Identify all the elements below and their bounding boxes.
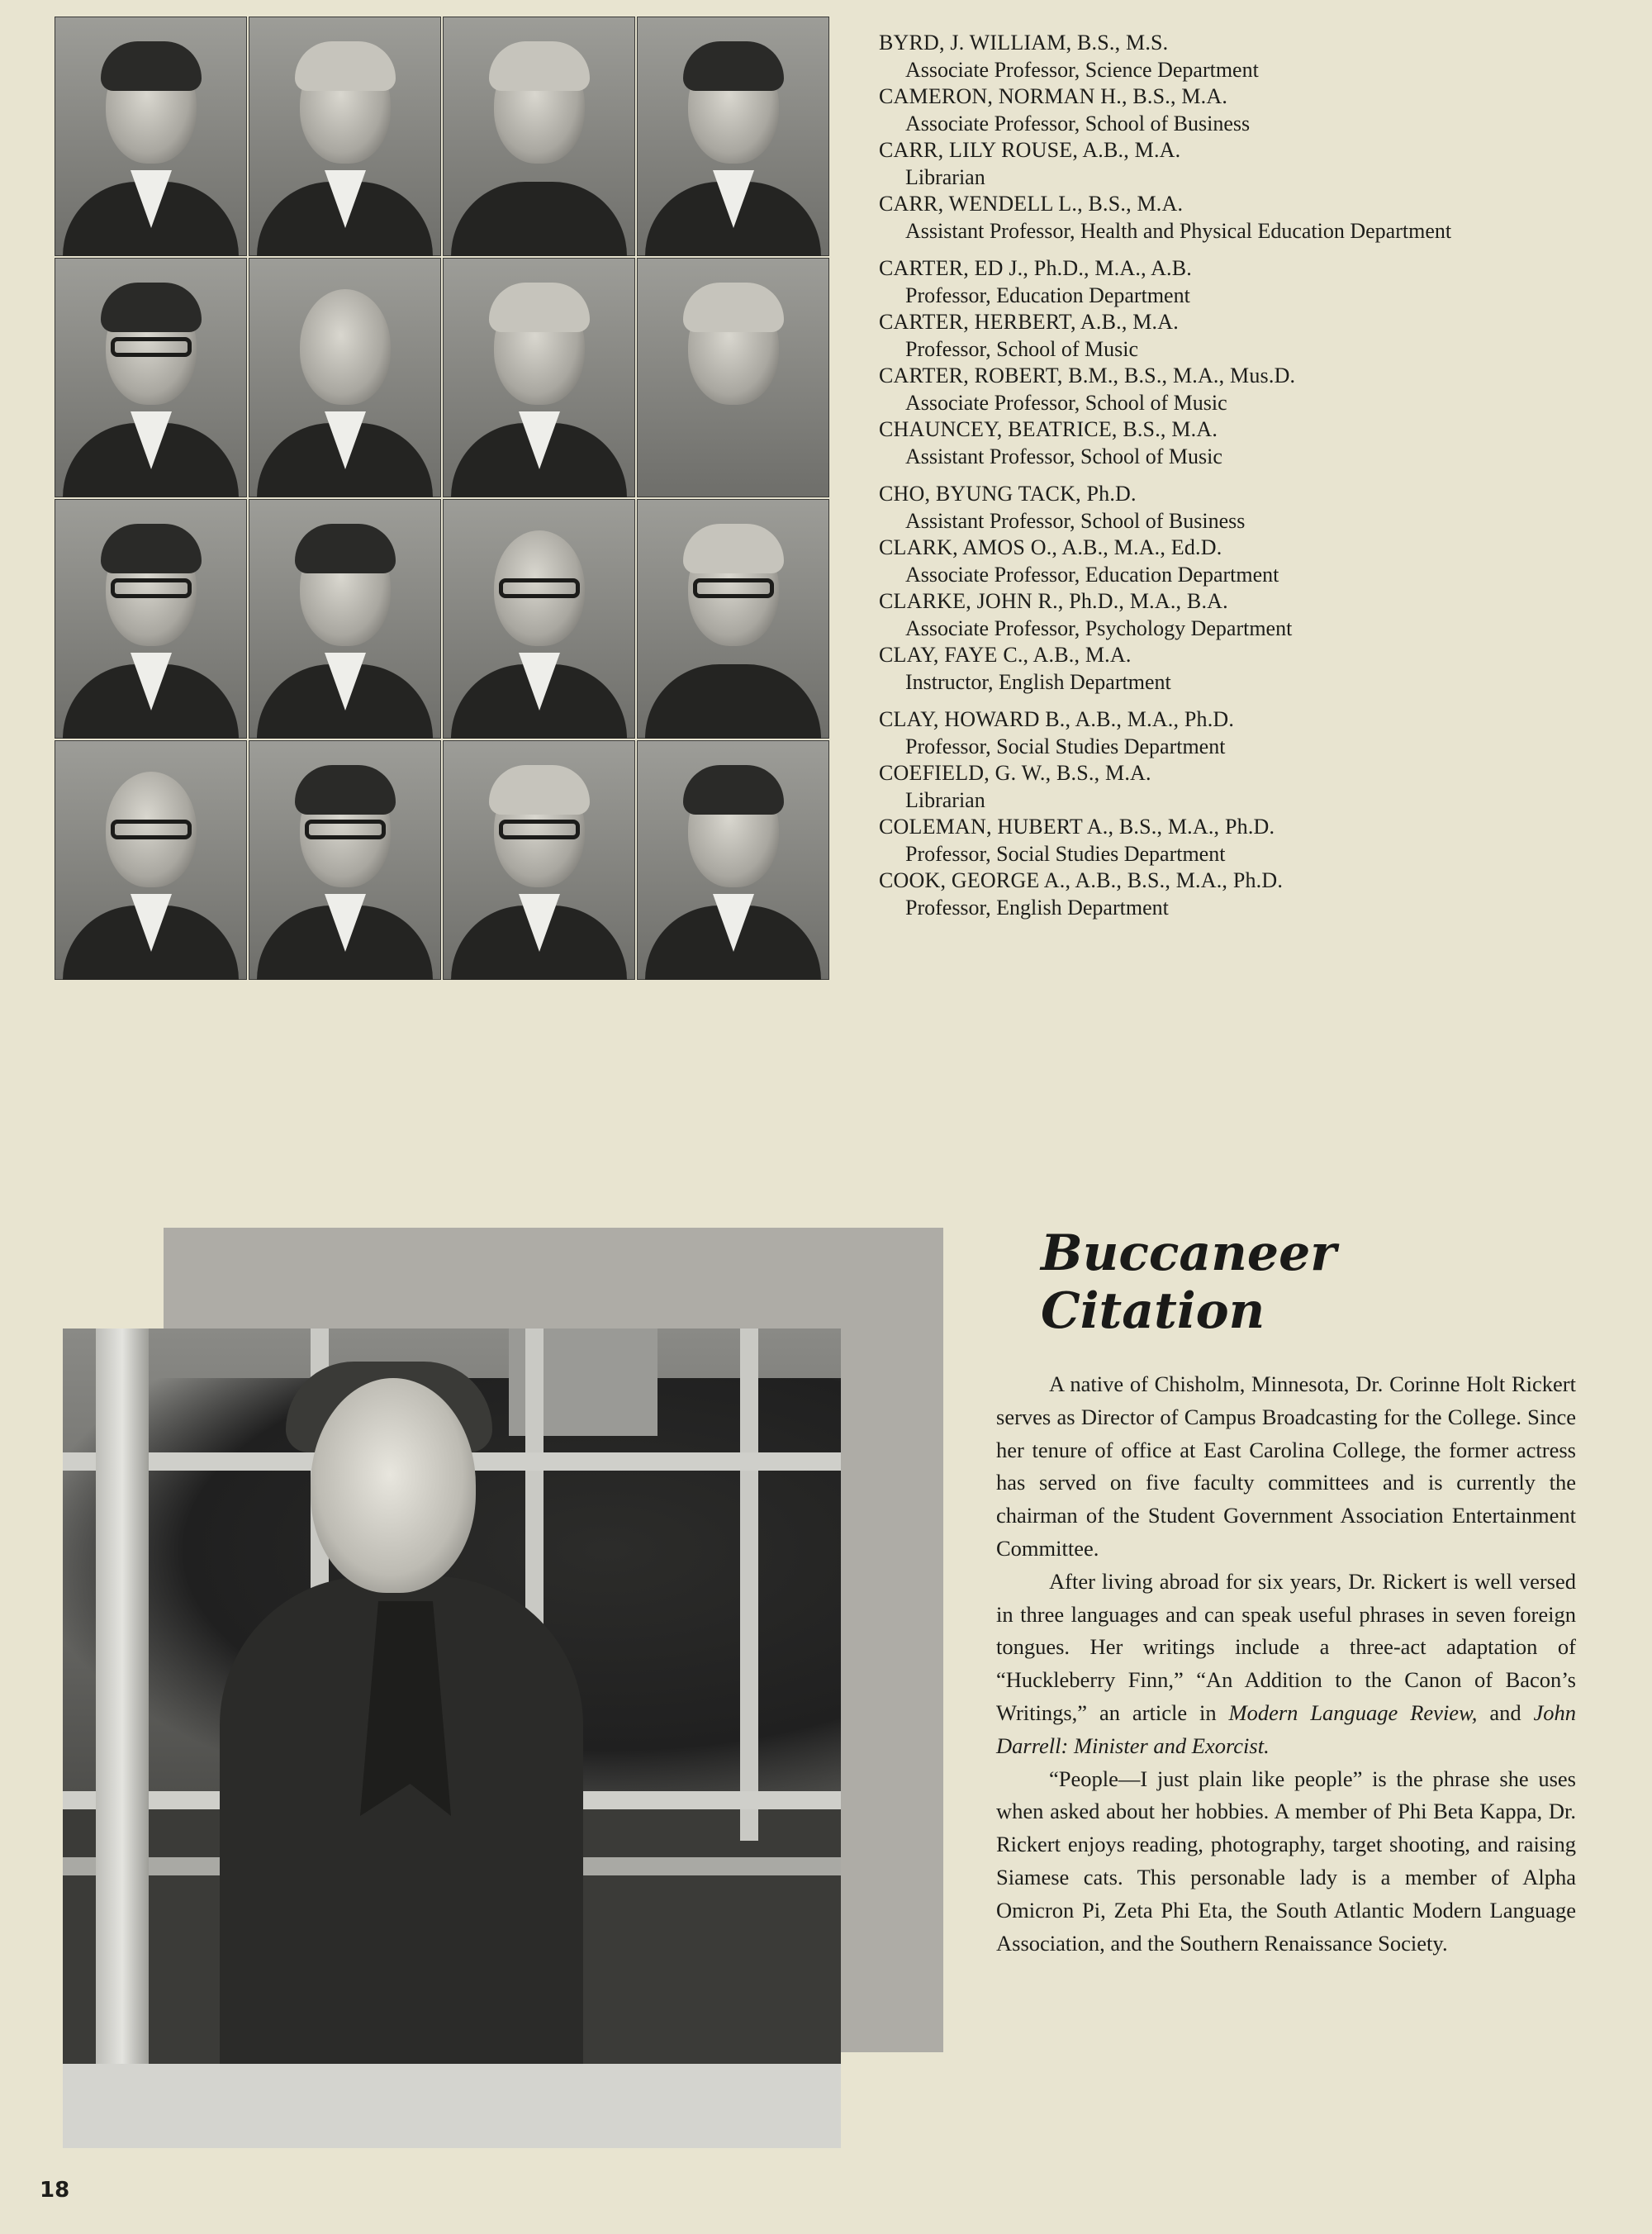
faculty-title: Associate Professor, Psychology Department <box>905 616 1293 640</box>
faculty-name: CARTER, ROBERT, B.M., B.S., M.A., Mus.D. <box>879 364 1296 387</box>
faculty-title: Professor, Social Studies Department <box>905 734 1226 758</box>
faculty-title: Instructor, English Department <box>905 670 1171 694</box>
faculty-entry <box>879 83 1622 137</box>
portrait-photo <box>55 740 247 980</box>
faculty-name: CLARKE, JOHN R., Ph.D., M.A., B.A. <box>879 589 1228 613</box>
faculty-title: Professor, School of Music <box>905 337 1139 361</box>
faculty-name: CARTER, HERBERT, A.B., M.A. <box>879 310 1179 334</box>
faculty-title: Associate Professor, School of Business <box>905 112 1251 135</box>
citation-italic-title: Modern Language Review, <box>1228 1699 1478 1725</box>
faculty-group <box>879 481 1622 696</box>
portrait-photo <box>55 499 247 739</box>
faculty-entry <box>879 642 1622 696</box>
faculty-name: COOK, GEORGE A., A.B., B.S., M.A., Ph.D. <box>879 868 1284 892</box>
portrait-photo <box>443 258 635 497</box>
faculty-title: Assistant Professor, School of Business <box>905 509 1246 533</box>
citation-text-run: After living abroad for six years, Dr. Rickert is well versed in three languages and can speak useful phrases in seven foreign tongues. Her writings include a three-act adaptation of “Huckleberry Finn,” “An Addition to the Canon of Bacon’s Writings,” an article in <box>996 1568 1576 1725</box>
portrait-photo <box>443 17 635 256</box>
faculty-title: Professor, Social Studies Department <box>905 842 1226 866</box>
portrait-photo <box>249 17 441 256</box>
portrait-photo <box>443 499 635 739</box>
portrait-photo <box>249 499 441 739</box>
faculty-name: COEFIELD, G. W., B.S., M.A. <box>879 761 1151 785</box>
faculty-group <box>879 30 1622 245</box>
faculty-name: COLEMAN, HUBERT A., B.S., M.A., Ph.D. <box>879 815 1275 839</box>
faculty-entry <box>879 588 1622 642</box>
faculty-entry <box>879 760 1622 814</box>
citation-heading: Buccaneer Citation <box>1041 1224 1336 1340</box>
faculty-entry <box>879 191 1622 245</box>
faculty-name: CARR, WENDELL L., B.S., M.A. <box>879 192 1184 216</box>
portrait-photo <box>249 740 441 980</box>
featured-portrait-photo <box>63 1329 841 2148</box>
faculty-entry <box>879 535 1622 588</box>
citation-paragraph: “People—I just plain like people” is the phrase she uses when asked about her hobbies. A member of Phi Beta Kappa, Dr. Rickert enjoys reading, photography, target shooting, and raising Siamese cats. This personable lady is a member of Alpha Omicron Pi, Zeta Phi Eta, the South Atlantic Modern Language Association, and the Southern Renaissance Society. <box>996 1766 1576 1956</box>
faculty-name: CHO, BYUNG TACK, Ph.D. <box>879 482 1137 506</box>
portrait-photo <box>637 17 829 256</box>
faculty-name: CHAUNCEY, BEATRICE, B.S., M.A. <box>879 417 1218 441</box>
faculty-title: Assistant Professor, Health and Physical Education Department <box>905 219 1452 243</box>
faculty-entry <box>879 867 1622 921</box>
faculty-entry <box>879 706 1622 760</box>
faculty-name: CLARK, AMOS O., A.B., M.A., Ed.D. <box>879 535 1222 559</box>
faculty-entry <box>879 309 1622 363</box>
citation-text-run: and <box>1477 1699 1534 1725</box>
portrait-photo <box>55 17 247 256</box>
faculty-title: Associate Professor, Education Department <box>905 563 1279 587</box>
faculty-entry <box>879 363 1622 416</box>
faculty-name: CARR, LILY ROUSE, A.B., M.A. <box>879 138 1181 162</box>
portrait-photo <box>637 499 829 739</box>
faculty-entry <box>879 30 1622 83</box>
citation-paragraph <box>996 1566 1576 1763</box>
faculty-title: Associate Professor, School of Music <box>905 391 1227 415</box>
portrait-photo <box>443 740 635 980</box>
page-number: 18 <box>40 2178 70 2203</box>
faculty-entry <box>879 416 1622 470</box>
faculty-group <box>879 255 1622 470</box>
faculty-name: CLAY, HOWARD B., A.B., M.A., Ph.D. <box>879 707 1235 731</box>
faculty-title: Professor, English Department <box>905 896 1169 920</box>
faculty-title: Associate Professor, Science Department <box>905 58 1259 82</box>
faculty-name: CAMERON, NORMAN H., B.S., M.A. <box>879 84 1228 108</box>
faculty-title: Librarian <box>905 165 985 189</box>
faculty-name: CARTER, ED J., Ph.D., M.A., A.B. <box>879 256 1192 280</box>
portrait-photo <box>249 258 441 497</box>
faculty-entry <box>879 481 1622 535</box>
faculty-entry <box>879 255 1622 309</box>
faculty-title: Assistant Professor, School of Music <box>905 444 1222 468</box>
faculty-title: Librarian <box>905 788 985 812</box>
portrait-photo <box>637 740 829 980</box>
faculty-entry <box>879 814 1622 867</box>
faculty-portrait-grid <box>55 17 833 982</box>
portrait-photo <box>637 258 829 497</box>
citation-paragraph: A native of Chisholm, Minnesota, Dr. Corinne Holt Rickert serves as Director of Campus Broadcasting for the College. Since her tenure of office at East Carolina College, the former actress has served on five faculty committees and is currently the chairman of the Student Government Association Entertainment Committee. <box>996 1371 1576 1561</box>
faculty-title: Professor, Education Department <box>905 283 1190 307</box>
faculty-name: CLAY, FAYE C., A.B., M.A. <box>879 643 1132 667</box>
portrait-photo <box>55 258 247 497</box>
faculty-entry <box>879 137 1622 191</box>
citation-italic-title: John Darrell: Minister and Exorcist. <box>996 1699 1576 1758</box>
faculty-listing <box>879 30 1622 932</box>
citation-text <box>996 1368 1576 1960</box>
faculty-group <box>879 706 1622 921</box>
faculty-name: BYRD, J. WILLIAM, B.S., M.S. <box>879 31 1169 55</box>
